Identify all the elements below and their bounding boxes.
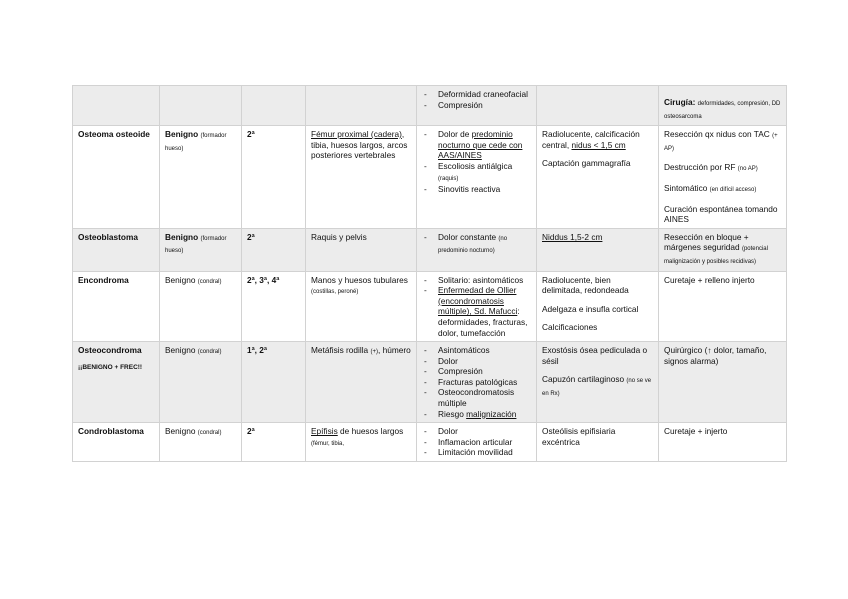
cell-localizacion	[306, 86, 417, 126]
tratamiento-paragraph	[664, 345, 781, 366]
spacer	[542, 366, 653, 374]
edad-value: 1ª, 2ª	[247, 345, 267, 356]
text-run: Solitario: asintomáticos	[438, 274, 524, 285]
text-run: Cirugía:	[664, 97, 698, 107]
tumor-name: Osteoma osteoide	[78, 129, 150, 140]
text-run: (en difícil acceso)	[709, 186, 757, 193]
clinica-list	[422, 426, 531, 458]
tratamiento-paragraph	[664, 129, 781, 154]
text-run: Raquis y pelvis	[311, 231, 367, 242]
clinica-list	[422, 89, 531, 110]
clinica-item	[422, 426, 531, 437]
text-run: Compresión	[438, 99, 483, 110]
cell-imagen	[537, 423, 659, 462]
text-run: Resección qx nidus con TAC	[664, 129, 773, 140]
text-run: (condral)	[197, 349, 222, 356]
table-row	[73, 271, 787, 342]
text-run: Limitación movilidad	[438, 447, 513, 458]
cell-edad	[242, 228, 306, 271]
clinica-list	[422, 232, 531, 257]
text-run: Benigno	[165, 274, 198, 285]
cell-tumor-name	[73, 228, 160, 271]
text-run: Fracturas patológicas	[438, 376, 518, 387]
cell-imagen	[537, 228, 659, 271]
text-run: Metáfisis rodilla	[311, 345, 371, 356]
text-run: Epífisis	[311, 426, 338, 437]
cell-tratamiento	[659, 342, 787, 423]
clinica-item	[422, 100, 531, 111]
spacer	[664, 196, 781, 204]
table-row	[73, 86, 787, 126]
clinica-list	[422, 129, 531, 195]
text-run: Inflamacion articular	[438, 436, 513, 447]
bone-tumor-table	[72, 85, 787, 462]
cell-localizacion	[306, 342, 417, 423]
cell-tumor-name	[73, 423, 160, 462]
tratamiento-paragraph	[664, 97, 781, 122]
text-run: (no predominio nocturno)	[438, 235, 508, 255]
cell-tipo	[160, 126, 242, 229]
tratamiento-paragraph	[664, 275, 781, 286]
cell-localizacion	[306, 126, 417, 229]
cell-clinica	[417, 271, 537, 342]
text-run: Adelgaza e insufla cortical	[542, 303, 639, 314]
cell-tipo	[160, 86, 242, 126]
clinica-list	[422, 345, 531, 419]
text-run: Dolor de	[438, 129, 472, 140]
text-run: Curetaje + injerto	[664, 426, 728, 437]
text-run: Calcificaciones	[542, 322, 598, 333]
text-run: deformidades, compresión, DD osteosarcoma	[664, 101, 781, 120]
clinica-item	[422, 409, 531, 420]
cell-tumor-name	[73, 342, 160, 423]
cell-tumor-name	[73, 86, 160, 126]
text-run: Exostósis ósea pediculada o sésil	[542, 345, 648, 366]
imagen-paragraph	[542, 232, 653, 243]
cell-tratamiento	[659, 271, 787, 342]
clinica-item	[422, 89, 531, 100]
clinica-item	[422, 356, 531, 367]
imagen-paragraph	[542, 322, 653, 333]
spacer	[664, 154, 781, 162]
cell-tipo	[160, 228, 242, 271]
text-run: Dolor	[438, 355, 458, 366]
tumor-name: Encondroma	[78, 274, 129, 285]
tratamiento-paragraph	[664, 426, 781, 437]
text-run: Sinovitis reactiva	[438, 184, 501, 195]
edad-value: 2ª, 3ª, 4ª	[247, 274, 280, 285]
text-run: Quirúrgico (↑ dolor, tamaño, signos alarma)	[664, 345, 767, 366]
edad-value: 2ª	[247, 231, 255, 242]
text-run: Benigno	[165, 231, 201, 242]
cell-tipo	[160, 423, 242, 462]
text-run: Curación espontánea tomando AINES	[664, 203, 778, 225]
cell-tipo	[160, 271, 242, 342]
text-run: (raquis)	[438, 175, 459, 182]
clinica-item	[422, 447, 531, 458]
cell-localizacion	[306, 228, 417, 271]
cell-clinica	[417, 126, 537, 229]
tratamiento-paragraph	[664, 183, 781, 196]
text-run: Asintomáticos	[438, 345, 490, 356]
cell-localizacion	[306, 271, 417, 342]
spacer	[542, 150, 653, 158]
cell-tratamiento	[659, 228, 787, 271]
clinica-item	[422, 285, 531, 338]
text-run: nidus < 1,5 cm	[571, 139, 626, 150]
text-run: (costillas, peroné)	[311, 289, 359, 296]
spacer	[664, 175, 781, 183]
cell-edad	[242, 126, 306, 229]
clinica-item	[422, 184, 531, 195]
spacer	[664, 89, 781, 97]
text-run: de huesos largos	[337, 426, 404, 437]
text-run: (fémur, tibia,	[311, 440, 345, 447]
text-run: Destrucción por RF	[664, 162, 738, 173]
text-run: Fémur proximal (cadera)	[311, 129, 402, 140]
cell-tumor-name	[73, 126, 160, 229]
cell-imagen	[537, 86, 659, 126]
text-run: (condral)	[197, 278, 222, 285]
text-run: (formador hueso)	[165, 235, 227, 255]
text-run: Osteólisis epifisiaria excéntrica	[542, 426, 616, 447]
text-run: Capuzón cartilaginoso	[542, 374, 627, 385]
text-run: Dolor	[438, 426, 458, 437]
cell-edad	[242, 86, 306, 126]
edad-value: 2ª	[247, 129, 255, 140]
text-run: Enfermedad de Ollier (encondromatosis múltiple), Sd. Mafucci	[438, 285, 518, 317]
text-run: (condral)	[197, 430, 222, 437]
text-run: (no se ve en Rx)	[542, 378, 652, 397]
tratamiento-paragraph	[664, 204, 781, 225]
tratamiento-paragraph	[664, 232, 781, 268]
text-run: Osteocondromatosis múltiple	[438, 387, 515, 409]
text-run: predominio nocturno que cede con AAS/AINES	[438, 129, 523, 161]
text-run: Benigno	[165, 426, 198, 437]
text-run: Benigno	[165, 129, 201, 140]
text-run: (potencial malignización y posibles recidivas)	[664, 246, 768, 265]
tumor-note: ¡¡BENIGNO + FREC!!	[78, 363, 143, 371]
text-run: (+ AP)	[664, 133, 778, 152]
clinica-item	[422, 437, 531, 448]
text-run: (no AP)	[737, 166, 758, 173]
table-row	[73, 423, 787, 462]
cell-clinica	[417, 342, 537, 423]
text-run: Captación gammagrafía	[542, 158, 631, 169]
cell-tipo	[160, 342, 242, 423]
cell-edad	[242, 271, 306, 342]
text-run: Escoliosis antiálgica	[438, 160, 513, 171]
tumor-name: Condroblastoma	[78, 426, 144, 437]
text-run: (formador hueso)	[165, 133, 227, 152]
cell-tumor-name	[73, 271, 160, 342]
spacer	[542, 314, 653, 322]
clinica-item	[422, 232, 531, 257]
text-run: Radiolucente, bien delimitada, redondeada	[542, 274, 629, 296]
clinica-item	[422, 275, 531, 286]
imagen-paragraph	[542, 129, 653, 150]
text-run: Deformidad craneofacial	[438, 89, 528, 99]
tumor-name: Osteoblastoma	[78, 231, 138, 242]
edad-value: 2ª	[247, 426, 255, 437]
cell-tratamiento	[659, 126, 787, 229]
text-run: Manos y huesos tubulares	[311, 274, 408, 285]
cell-clinica	[417, 423, 537, 462]
tratamiento-paragraph	[664, 162, 781, 175]
text-run: malignización	[466, 408, 517, 419]
cell-imagen	[537, 271, 659, 342]
text-run: , húmero	[377, 345, 411, 356]
clinica-item	[422, 129, 531, 161]
text-run: Radiolucente, calcificación central,	[542, 129, 640, 150]
text-run: Sintomático	[664, 182, 710, 193]
imagen-paragraph	[542, 374, 653, 399]
imagen-paragraph	[542, 158, 653, 169]
table-body	[73, 86, 787, 462]
cell-edad	[242, 423, 306, 462]
cell-imagen	[537, 342, 659, 423]
imagen-paragraph	[542, 345, 653, 366]
table-row	[73, 342, 787, 423]
tumor-name: Osteocondroma	[78, 345, 142, 356]
cell-clinica	[417, 86, 537, 126]
cell-imagen	[537, 126, 659, 229]
imagen-paragraph	[542, 426, 653, 447]
text-run: Curetaje + relleno injerto	[664, 274, 755, 285]
text-run: Riesgo	[438, 408, 467, 419]
imagen-paragraph	[542, 275, 653, 296]
cell-tratamiento	[659, 423, 787, 462]
cell-edad	[242, 342, 306, 423]
text-run: (+)	[370, 349, 378, 356]
table-row	[73, 126, 787, 229]
clinica-item	[422, 161, 531, 184]
text-run: Compresión	[438, 366, 483, 377]
clinica-item	[422, 387, 531, 408]
spacer	[542, 296, 653, 304]
imagen-paragraph	[542, 304, 653, 315]
clinica-item	[422, 377, 531, 388]
clinica-item	[422, 345, 531, 356]
spacer	[78, 356, 154, 364]
clinica-item	[422, 366, 531, 377]
cell-clinica	[417, 228, 537, 271]
text-run: Dolor constante	[438, 231, 499, 242]
clinica-list	[422, 275, 531, 339]
text-run: Benigno	[165, 345, 198, 356]
text-run: : deformidades, fracturas, dolor, tumefacción	[438, 306, 528, 338]
cell-tratamiento	[659, 86, 787, 126]
text-run: Niddus 1,5-2 cm	[542, 231, 603, 242]
cell-localizacion	[306, 423, 417, 462]
text-run: , tibia, huesos largos, arcos posteriores vertebrales	[311, 129, 408, 161]
table-row	[73, 228, 787, 271]
text-run: Resección en bloque + márgenes seguridad	[664, 231, 749, 253]
